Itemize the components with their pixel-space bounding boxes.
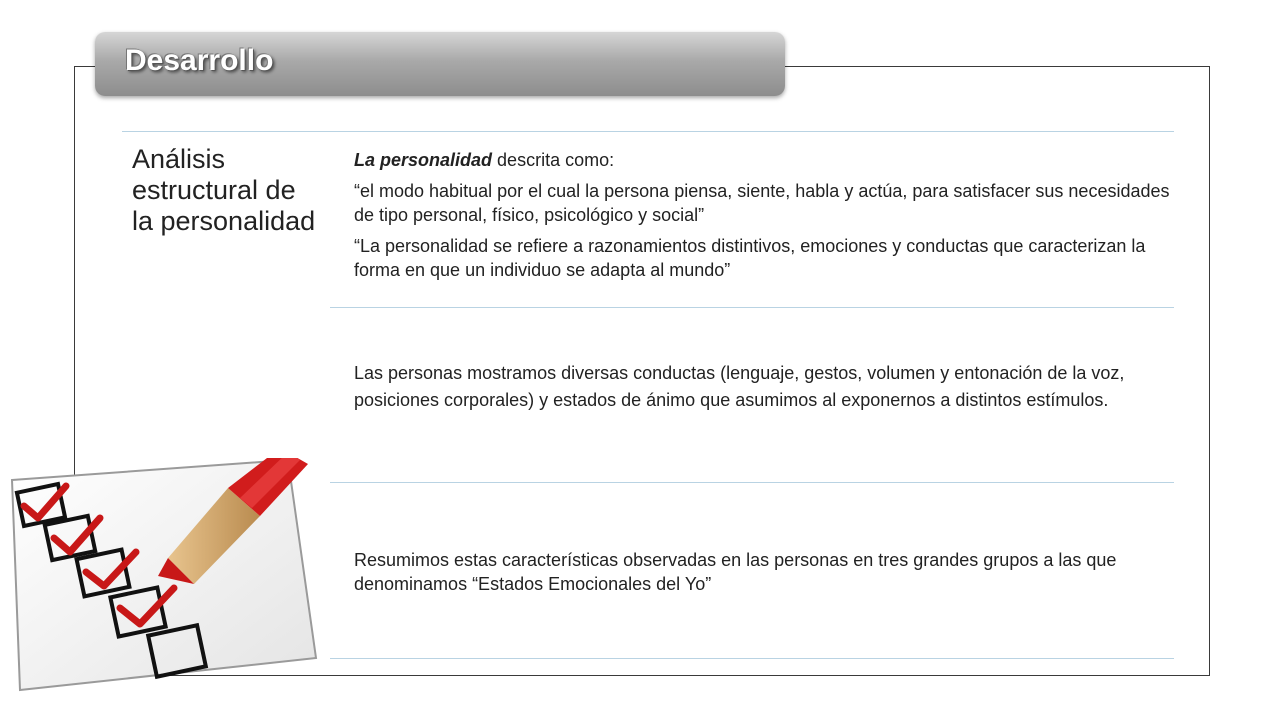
definition-intro	[354, 148, 1174, 172]
divider	[122, 131, 1174, 132]
definition-term: La personalidad	[354, 150, 493, 170]
divider	[330, 658, 1174, 659]
section-heading: Análisis estructural de la personalidad	[132, 144, 316, 236]
summary-text: Resumimos estas características observadas en las personas en tres grandes grupos a las que denominamos “Estados Emocionales del Yo”	[354, 550, 1117, 594]
quote-2: “La personalidad se refiere a razonamientos distintivos, emociones y conductas que caracterizan la forma en que un individuo se adapta al mundo”	[354, 236, 1146, 280]
definition-row	[354, 148, 1174, 289]
quote-1: “el modo habitual por el cual la persona piensa, siente, habla y actúa, para satisfacer sus necesidades de tipo personal, físico, psicológico y social”	[354, 181, 1170, 225]
title-banner	[95, 32, 785, 96]
behaviors-text: Las personas mostramos diversas conductas (lenguaje, gestos, volumen y entonación de la voz, posiciones corporales) y estados de ánimo que asumimos al exponernos a distintos estímulos.	[354, 363, 1125, 410]
divider	[330, 307, 1174, 308]
divider	[330, 482, 1174, 483]
checklist-pencil-icon	[8, 458, 318, 694]
page-title: Desarrollo	[125, 44, 274, 77]
definition-intro-text: descrita como:	[492, 150, 615, 170]
